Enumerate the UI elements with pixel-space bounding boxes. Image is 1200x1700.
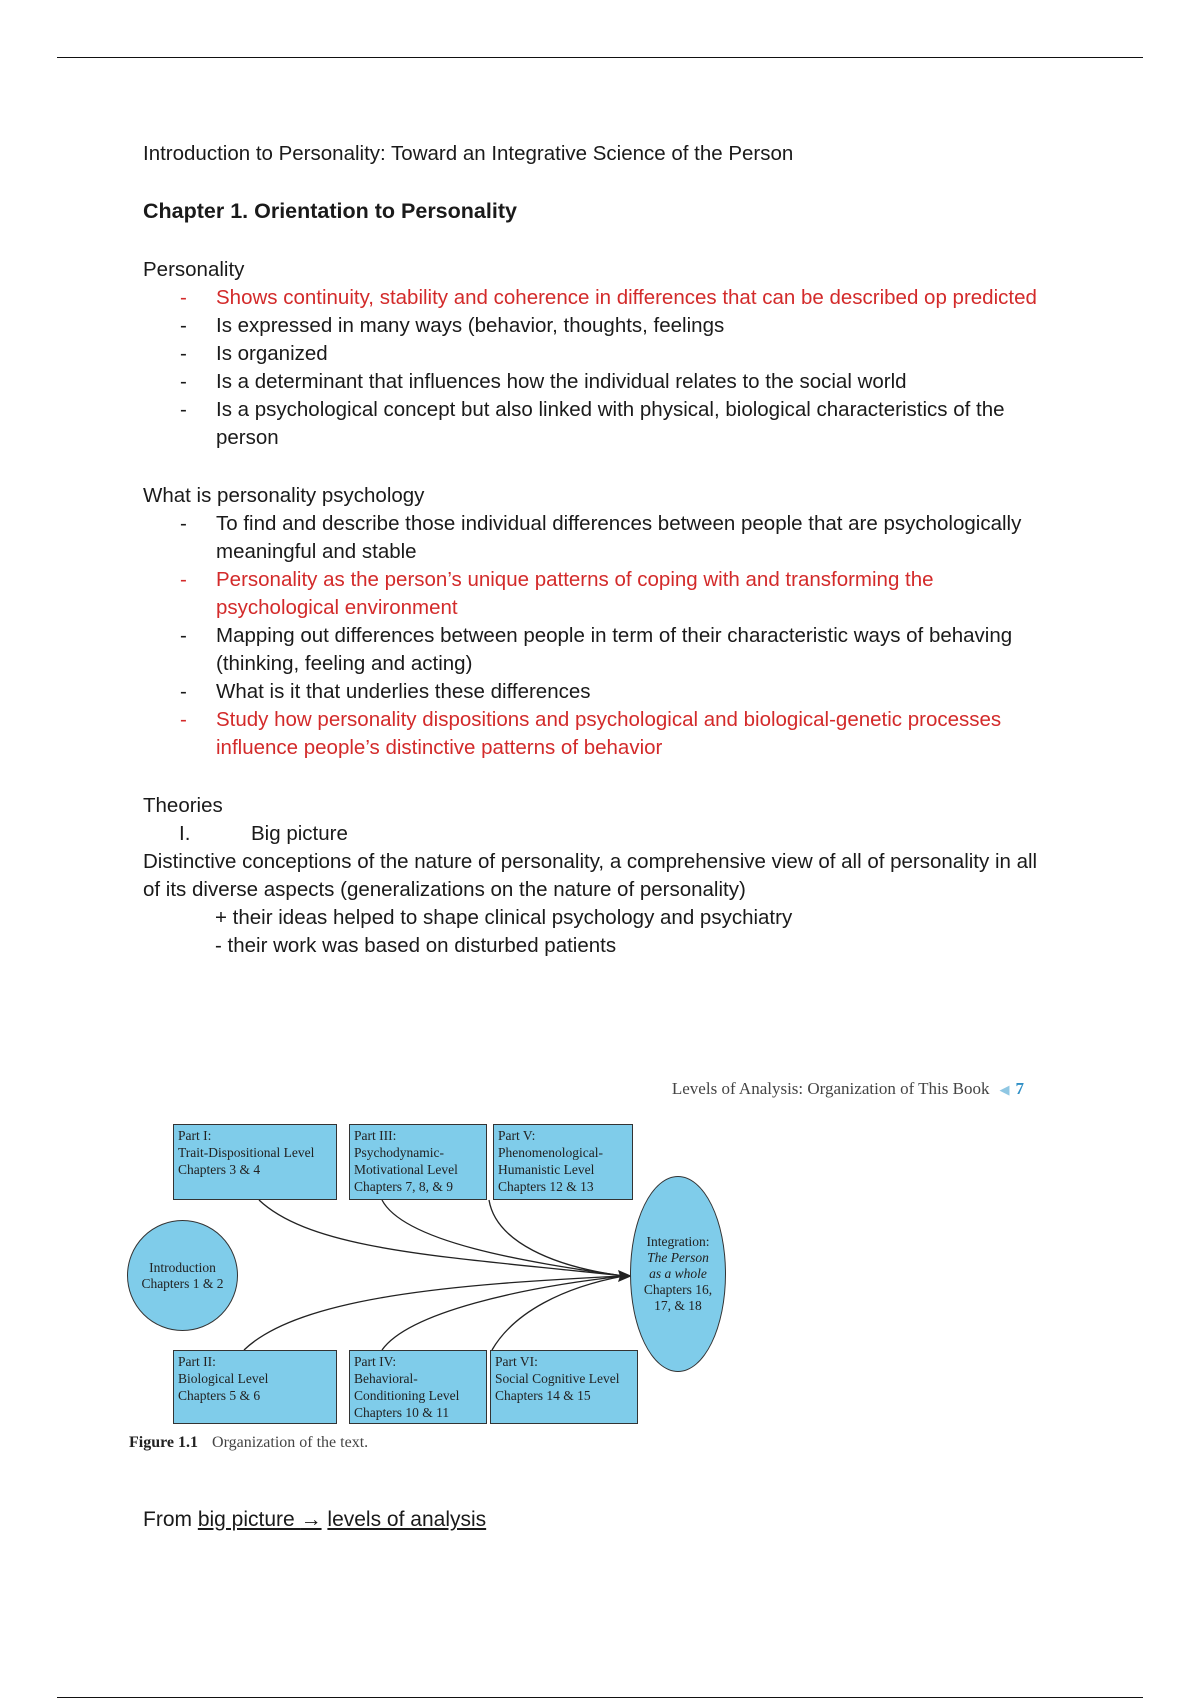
oval-line: as a whole xyxy=(649,1266,707,1281)
box-line: Biological Level xyxy=(178,1371,269,1386)
part-3-box xyxy=(349,1124,487,1200)
box-line: Part I: xyxy=(178,1128,212,1143)
box-line: Psychodynamic- xyxy=(354,1145,444,1160)
box-line: Chapters 3 & 4 xyxy=(178,1162,261,1177)
box-line: Part VI: xyxy=(495,1354,538,1369)
introduction-circle xyxy=(127,1220,238,1331)
part-4-box xyxy=(349,1350,487,1424)
from-prefix: From xyxy=(143,1508,198,1531)
integration-oval xyxy=(630,1176,726,1372)
box-line: Behavioral- xyxy=(354,1371,418,1386)
chapter-title: Chapter 1. Orientation to Personality xyxy=(143,199,517,223)
box-line: Humanistic Level xyxy=(498,1162,595,1177)
list-item: - Study how personality dispositions and psychological and biological-genetic processes influence people’s distinctive patterns of behavior xyxy=(216,706,1043,762)
list-item: - Personality as the person’s unique patterns of coping with and transforming the psychological environment xyxy=(216,566,1043,622)
psychology-list xyxy=(143,510,1043,762)
list-item: - To find and describe those individual differences between people that are psychologically meaningful and stable xyxy=(216,510,1043,566)
box-line: Part V: xyxy=(498,1128,536,1143)
section-heading-theories: Theories xyxy=(143,794,223,817)
list-item: - Mapping out differences between people in term of their characteristic ways of behaving (thinking, feeling and acting) xyxy=(216,622,1043,678)
page-number: 7 xyxy=(1015,1079,1024,1098)
box-line: Part IV: xyxy=(354,1354,397,1369)
box-line: Part II: xyxy=(178,1354,216,1369)
circle-line: Chapters 1 & 2 xyxy=(141,1275,224,1291)
figure-header-text: Levels of Analysis: Organization of This Book xyxy=(671,1079,990,1098)
part-6-box xyxy=(490,1350,638,1424)
oval-line: Chapters 16, xyxy=(643,1282,713,1297)
section-heading-personality: Personality xyxy=(143,258,245,281)
box-line: Part III: xyxy=(354,1128,397,1143)
box-line: Motivational Level xyxy=(354,1162,458,1177)
numbered-item xyxy=(143,820,1043,848)
box-line: Trait-Dispositional Level xyxy=(178,1145,315,1160)
item-label: Big picture xyxy=(251,822,348,845)
personality-list xyxy=(143,284,1043,452)
oval-line: 17, & 18 xyxy=(654,1298,702,1313)
list-item: - Is a psychological concept but also linked with physical, biological characteristics of the person xyxy=(216,396,1043,452)
box-line: Social Cognitive Level xyxy=(495,1371,620,1386)
document-title: Introduction to Personality: Toward an Integrative Science of the Person xyxy=(143,142,794,165)
oval-line: The Person xyxy=(647,1250,709,1265)
item-number: I. xyxy=(179,822,191,845)
figure-caption xyxy=(129,1434,368,1452)
figure-organization xyxy=(124,1072,1024,1462)
caption-text: Organization of the text. xyxy=(212,1434,369,1451)
bottom-rule xyxy=(57,1697,1143,1698)
top-rule xyxy=(57,57,1143,58)
box-line: Chapters 12 & 13 xyxy=(498,1179,594,1194)
theories-minus: - their work was based on disturbed patients xyxy=(215,934,617,957)
right-arrow-icon: → xyxy=(300,1508,322,1531)
triangle-left-icon: ◀ xyxy=(999,1082,1010,1097)
caption-label: Figure 1.1 xyxy=(129,1434,199,1451)
list-item: - Is organized xyxy=(216,340,1043,368)
theories-plus: + their ideas helped to shape clinical psychology and psychiatry xyxy=(215,906,793,929)
box-line: Phenomenological- xyxy=(498,1145,603,1160)
list-item: - Is a determinant that influences how the individual relates to the social world xyxy=(216,368,1043,396)
connector-p2 xyxy=(244,1276,624,1350)
theories-description: Distinctive conceptions of the nature of personality, a comprehensive view of all of personality in all of its diverse aspects (generalizations on the nature of personality) xyxy=(143,850,1038,901)
box-line: Chapters 5 & 6 xyxy=(178,1388,261,1403)
part-5-box xyxy=(493,1124,633,1200)
section-heading-psychology: What is personality psychology xyxy=(143,484,425,507)
box-line: Chapters 14 & 15 xyxy=(495,1388,591,1403)
link-big-picture[interactable]: big picture xyxy=(197,1508,301,1531)
list-item: - What is it that underlies these differences xyxy=(216,678,1043,706)
oval-line: Integration: xyxy=(646,1234,710,1249)
link-levels-of-analysis[interactable]: levels of analysis xyxy=(327,1508,487,1531)
part-1-box xyxy=(173,1124,337,1200)
box-line: Chapters 7, 8, & 9 xyxy=(354,1179,453,1194)
connector-p3 xyxy=(382,1200,624,1276)
connector-p6 xyxy=(492,1276,624,1350)
box-line: Chapters 10 & 11 xyxy=(354,1405,450,1420)
connector-p4 xyxy=(382,1276,624,1350)
from-line xyxy=(143,1508,486,1532)
list-item: - Shows continuity, stability and coherence in differences that can be described op predicted xyxy=(216,284,1043,312)
box-line: Conditioning Level xyxy=(354,1388,460,1403)
part-2-box xyxy=(173,1350,337,1424)
list-item: - Is expressed in many ways (behavior, thoughts, feelings xyxy=(216,312,1043,340)
document-body xyxy=(143,140,1043,960)
circle-line: Introduction xyxy=(149,1259,216,1275)
